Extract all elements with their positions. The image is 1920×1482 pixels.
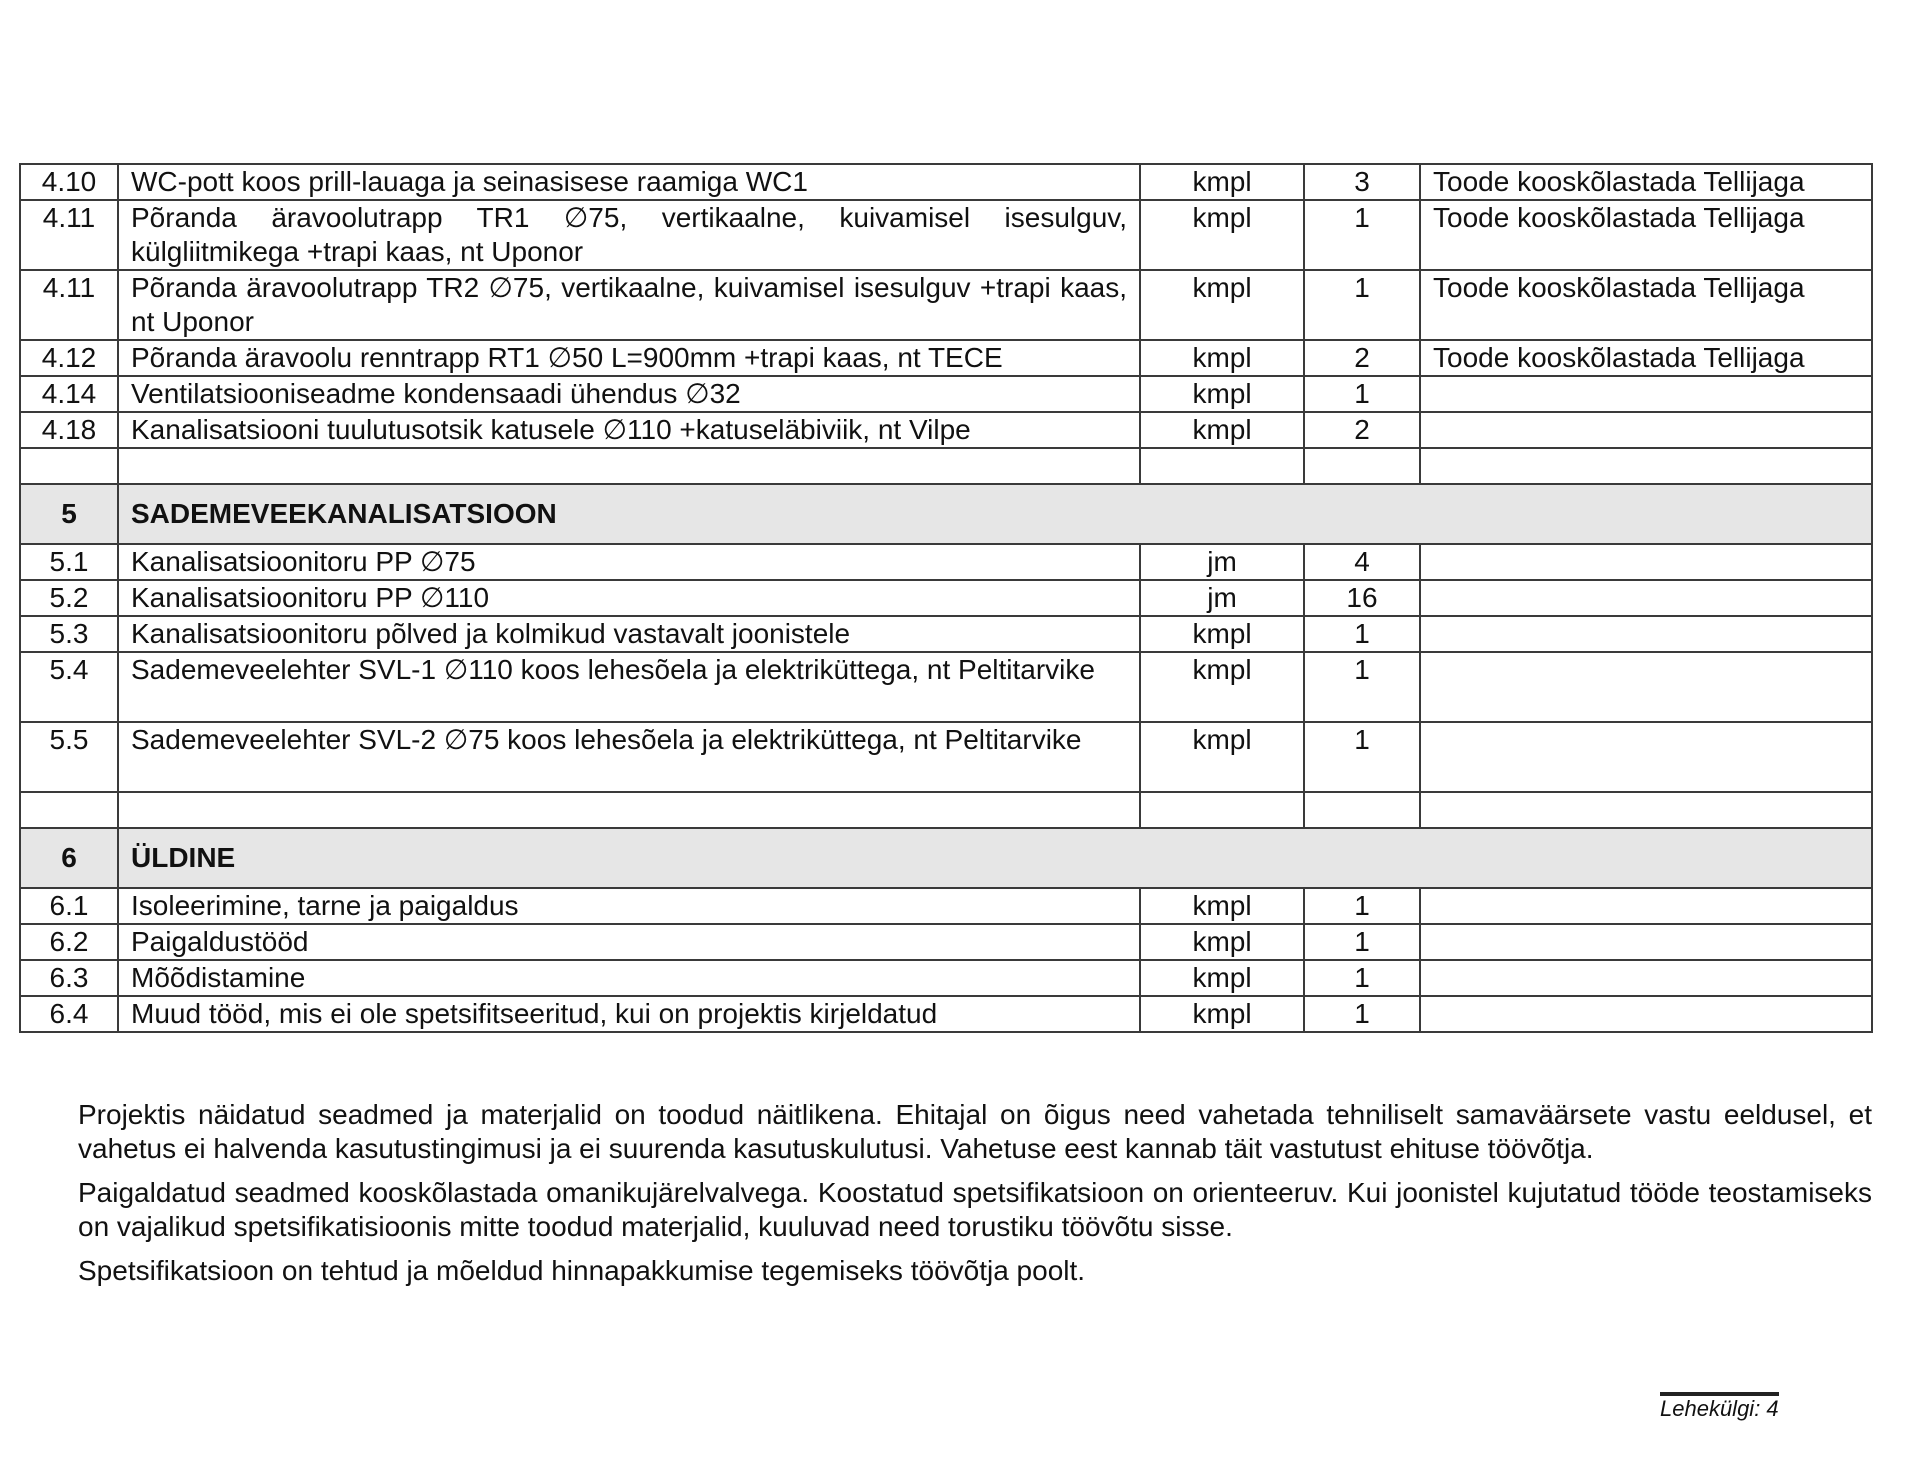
row-number: 6.4 — [20, 996, 118, 1032]
row-unit: kmpl — [1140, 722, 1304, 792]
row-quantity: 1 — [1304, 270, 1420, 340]
row-number: 6.2 — [20, 924, 118, 960]
row-quantity: 1 — [1304, 652, 1420, 722]
row-description: Kanalisatsioonitoru põlved ja kolmikud vastavalt joonistele — [118, 616, 1140, 652]
row-note — [1420, 580, 1872, 616]
table-row — [20, 996, 1872, 1032]
row-quantity: 4 — [1304, 544, 1420, 580]
row-note: Toode kooskõlastada Tellijaga — [1420, 200, 1872, 270]
row-quantity: 1 — [1304, 924, 1420, 960]
row-number: 4.10 — [20, 164, 118, 200]
row-quantity: 1 — [1304, 722, 1420, 792]
row-unit: jm — [1140, 580, 1304, 616]
row-number: 4.11 — [20, 200, 118, 270]
row-quantity: 2 — [1304, 412, 1420, 448]
row-number: 4.18 — [20, 412, 118, 448]
table-row — [20, 412, 1872, 448]
empty-row — [20, 448, 1872, 484]
row-unit: kmpl — [1140, 340, 1304, 376]
row-unit: kmpl — [1140, 616, 1304, 652]
row-quantity: 1 — [1304, 960, 1420, 996]
row-description: Muud tööd, mis ei ole spetsifitseeritud, kui on projektis kirjeldatud — [118, 996, 1140, 1032]
row-quantity: 1 — [1304, 200, 1420, 270]
table-row — [20, 270, 1872, 340]
row-number: 4.14 — [20, 376, 118, 412]
row-unit: jm — [1140, 544, 1304, 580]
empty-row — [20, 792, 1872, 828]
row-unit: kmpl — [1140, 924, 1304, 960]
table-row — [20, 376, 1872, 412]
row-number: 6.3 — [20, 960, 118, 996]
row-description: Paigaldustööd — [118, 924, 1140, 960]
row-quantity: 1 — [1304, 996, 1420, 1032]
table-row — [20, 960, 1872, 996]
table-row — [20, 722, 1872, 792]
row-note — [1420, 888, 1872, 924]
row-unit: kmpl — [1140, 200, 1304, 270]
row-description: WC-pott koos prill-lauaga ja seinasisese raamiga WC1 — [118, 164, 1140, 200]
page-count-label: Lehekülgi: 4 — [1660, 1396, 1779, 1421]
row-note — [1420, 616, 1872, 652]
row-number: 6.1 — [20, 888, 118, 924]
row-note — [1420, 924, 1872, 960]
row-description: Ventilatsiooniseadme kondensaadi ühendus ∅32 — [118, 376, 1140, 412]
row-note: Toode kooskõlastada Tellijaga — [1420, 270, 1872, 340]
section-title: SADEMEVEEKANALISATSIOON — [118, 484, 1140, 544]
row-unit: kmpl — [1140, 376, 1304, 412]
row-note — [1420, 376, 1872, 412]
section-header-row — [20, 484, 1872, 544]
section-number: 5 — [20, 484, 118, 544]
row-number: 5.1 — [20, 544, 118, 580]
specification-table — [19, 163, 1873, 1033]
row-quantity: 3 — [1304, 164, 1420, 200]
row-description: Sademeveelehter SVL-2 ∅75 koos lehesõela ja elektriküttega, nt Peltitarvike — [118, 722, 1140, 792]
notes-section — [78, 1098, 1872, 1298]
row-description: Kanalisatsioonitoru PP ∅110 — [118, 580, 1140, 616]
row-number: 5.3 — [20, 616, 118, 652]
table-row — [20, 652, 1872, 722]
note-paragraph: Spetsifikatsioon on tehtud ja mõeldud hinnapakkumise tegemiseks töövõtja poolt. — [78, 1255, 1086, 1286]
row-note — [1420, 722, 1872, 792]
note-paragraph: Paigaldatud seadmed kooskõlastada omanikujärelvalvega. Koostatud spetsifikatsioon on orienteeruv. Kui joonistel kujutatud tööde teostamiseks on vajalikud spetsifikatisioonis mitte toodud materjalid, kuuluvad need torustiku töövõtu sisse. — [78, 1177, 1872, 1242]
row-description: Mõõdistamine — [118, 960, 1140, 996]
section-header-row — [20, 828, 1872, 888]
table-row — [20, 924, 1872, 960]
row-quantity: 1 — [1304, 376, 1420, 412]
row-quantity: 2 — [1304, 340, 1420, 376]
row-number: 5.4 — [20, 652, 118, 722]
table-row — [20, 544, 1872, 580]
row-note — [1420, 652, 1872, 722]
row-unit: kmpl — [1140, 270, 1304, 340]
table-row — [20, 340, 1872, 376]
footer-clipped-line — [1660, 1386, 1779, 1396]
row-quantity: 16 — [1304, 580, 1420, 616]
row-unit: kmpl — [1140, 412, 1304, 448]
row-unit: kmpl — [1140, 960, 1304, 996]
row-description: Isoleerimine, tarne ja paigaldus — [118, 888, 1140, 924]
row-number: 5.2 — [20, 580, 118, 616]
row-note: Toode kooskõlastada Tellijaga — [1420, 340, 1872, 376]
row-note — [1420, 544, 1872, 580]
row-number: 4.12 — [20, 340, 118, 376]
table-row — [20, 888, 1872, 924]
row-description: Kanalisatsiooni tuulutusotsik katusele ∅110 +katuseläbiviik, nt Vilpe — [118, 412, 1140, 448]
row-description: Põranda äravoolu renntrapp RT1 ∅50 L=900mm +trapi kaas, nt TECE — [118, 340, 1140, 376]
row-unit: kmpl — [1140, 652, 1304, 722]
row-number: 5.5 — [20, 722, 118, 792]
row-note — [1420, 412, 1872, 448]
table-row — [20, 164, 1872, 200]
row-unit: kmpl — [1140, 888, 1304, 924]
row-note — [1420, 960, 1872, 996]
section-number: 6 — [20, 828, 118, 888]
row-quantity: 1 — [1304, 888, 1420, 924]
section-title: ÜLDINE — [118, 828, 1140, 888]
row-note: Toode kooskõlastada Tellijaga — [1420, 164, 1872, 200]
row-note — [1420, 996, 1872, 1032]
table-row — [20, 200, 1872, 270]
table-row — [20, 616, 1872, 652]
row-unit: kmpl — [1140, 996, 1304, 1032]
row-description: Sademeveelehter SVL-1 ∅110 koos lehesõela ja elektriküttega, nt Peltitarvike — [118, 652, 1140, 722]
row-unit: kmpl — [1140, 164, 1304, 200]
row-number: 4.11 — [20, 270, 118, 340]
table-row — [20, 580, 1872, 616]
row-description: Põranda äravoolutrapp TR2 ∅75, vertikaalne, kuivamisel isesulguv +trapi kaas, nt Uponor — [118, 270, 1140, 340]
row-description: Põranda äravoolutrapp TR1 ∅75, vertikaalne, kuivamisel isesulguv, külgliitmikega +trapi kaas, nt Uponor — [118, 200, 1140, 270]
row-description: Kanalisatsioonitoru PP ∅75 — [118, 544, 1140, 580]
row-quantity: 1 — [1304, 616, 1420, 652]
page-footer — [1660, 1386, 1779, 1422]
note-paragraph: Projektis näidatud seadmed ja materjalid on toodud näitlikena. Ehitajal on õigus need vahetada tehniliselt samaväärsete vastu eeldusel, et vahetus ei halvenda kasutustingimusi ja ei suurenda kasutuskulutusi. Vahetuse eest kannab täit vastutust ehituse töövõtja. — [78, 1099, 1872, 1164]
